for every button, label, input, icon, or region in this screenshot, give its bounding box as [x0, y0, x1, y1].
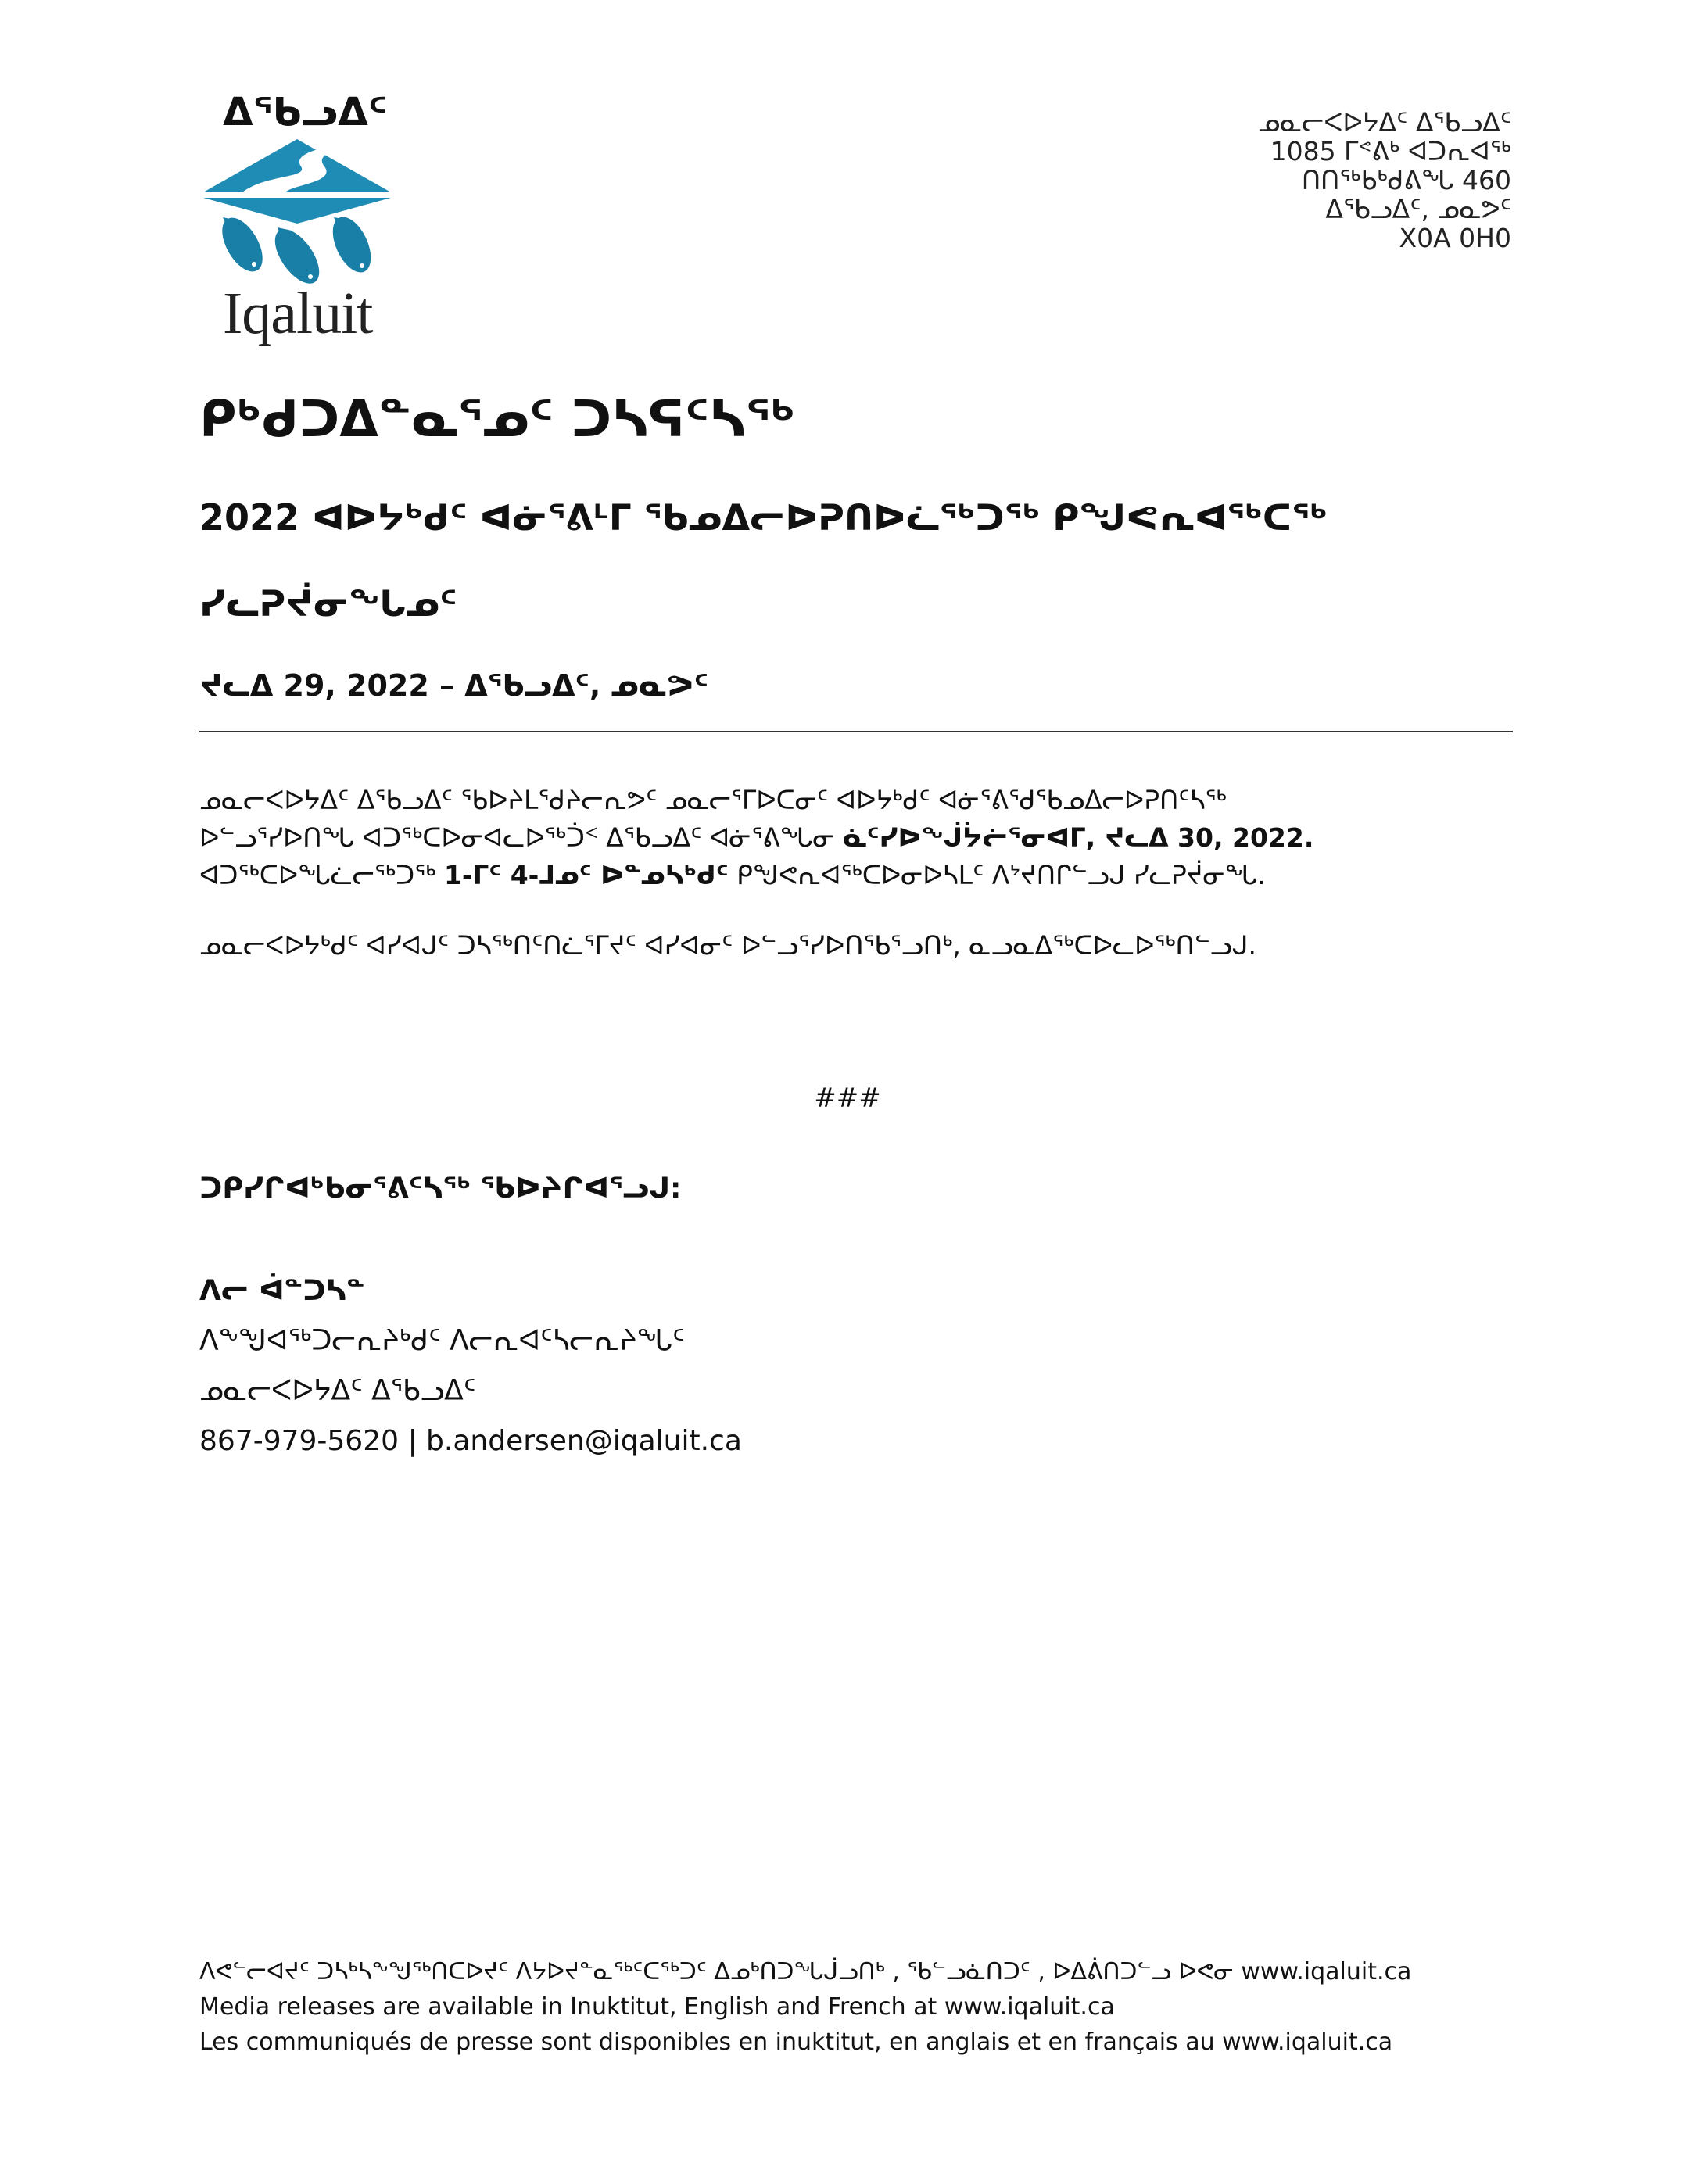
- body-line: ᓄᓇᓕᐸᐅᔭᐃᑦ ᐃᖃᓗᐃᑦ ᖃᐅᔨᒪᖁᔨᓕᕆᕗᑦ ᓄᓇᓕᕐᒥᐅᑕᓂᑦ ᐊᐅᔭᒃᑯᑦ ᐊᓃᕐᕕᖁᖃᓄᐃᓕᐅᕈᑎᑦᓴᖅ: [199, 785, 1227, 815]
- footer-line-french: Les communiqués de presse sont disponibles en inuktitut, en anglais et en français au www.iqaluit.ca: [199, 2028, 1393, 2056]
- body-paragraph: [199, 782, 1521, 894]
- body-text: ᐅᓪᓗᕐᓯᐅᑎᖓ ᐊᑐᖅᑕᐅᓂᐊᓚᐅᖅᑑᑉ ᐃᖃᓗᐃᑦ ᐊᓃᕐᕕᖓᓂ: [199, 822, 843, 853]
- document-title: ᑭᒃᑯᑐᐃᓐᓇᕐᓄᑦ ᑐᓴᕋᑦᓴᖅ: [199, 391, 795, 449]
- city-logo: [199, 86, 395, 344]
- address-line: 1085 ᒥᕝᕕᒃ ᐊᑐᕆᐊᖅ: [1270, 136, 1511, 166]
- logo-syllabics: ᐃᖃᓗᐃᑦ: [223, 89, 387, 134]
- body-text: ᐊᑐᖅᑕᐅᖓᓛᓕᖅᑐᖅ: [199, 860, 444, 890]
- body-text: ᑭᖑᕙᕆᐊᖅᑕᐅᓂᐅᓴᒪᑦ ᐱᔾᔪᑎᒋᓪᓗᒍ ᓯᓚᕈᔫᓂᖓ.: [728, 860, 1266, 890]
- mountain-fish-icon: [199, 139, 395, 295]
- address-line: ᐃᖃᓗᐃᑦ, ᓄᓇᕗᑦ: [1325, 194, 1511, 224]
- release-headline: 2022 ᐊᐅᔭᒃᑯᑦ ᐊᓃᕐᕕᒻᒥ ᖃᓄᐃᓕᐅᕈᑎᐅᓛᖅᑐᖅ ᑭᖑᕙᕆᐊᖅᑕᖅ: [199, 496, 1328, 539]
- body-paragraph: [199, 927, 1521, 965]
- release-body: [199, 782, 1521, 997]
- release-headline-continued: ᓯᓚᕈᔫᓂᖓᓄᑦ: [199, 582, 457, 625]
- divider: [199, 731, 1513, 732]
- footer-line-inuktitut: ᐱᕙᓪᓕᐊᔪᑦ ᑐᓴᒃᓴᖕᖑᖅᑎᑕᐅᔪᑦ ᐱᔭᐅᔪᓐᓇᖅᑦᑕᖅᑐᑦ ᐃᓄᒃᑎᑐᖓᒎᓗᑎᒃ , ᖃᓪᓗᓈᑎᑐᑦ , ᐅᐃᕖᑎᑐᓪᓗ ᐅᕙᓂ www.iqaluit.ca: [199, 1958, 1412, 1985]
- body-line: [199, 857, 1521, 894]
- contact-name: ᐱᓕ ᐋᓐᑐᓴᓐ: [199, 1275, 365, 1307]
- address-line: X0A 0H0: [1399, 223, 1511, 253]
- end-separator: ###: [814, 1083, 881, 1114]
- body-text-bold: ᓈᑦᓯᐅᖕᒎᔮᓖᕐᓂᐊᒥ, ᔪᓚᐃ 30, 2022.: [842, 822, 1314, 853]
- address-line: ᑎᑎᖅᑲᒃᑯᕕᖓ 460: [1301, 165, 1511, 195]
- address-line: ᓄᓇᓕᐸᐅᔭᐃᑦ ᐃᖃᓗᐃᑦ: [1258, 107, 1511, 138]
- body-line: ᓄᓇᓕᐸᐅᔭᒃᑯᑦ ᐊᓯᐊᒍᑦ ᑐᓴᖅᑎᑦᑎᓛᕐᒥᔪᑦ ᐊᓯᐊᓂᑦ ᐅᓪᓗᕐᓯᐅᑎᖃᕐᓗᑎᒃ, ᓇᓗᓇᐃᖅᑕᐅᓚᐅᖅᑎᓪᓗᒍ.: [199, 930, 1256, 961]
- footer-line-english: Media releases are available in Inuktitut, English and French at www.iqaluit.ca: [199, 1993, 1115, 2021]
- dateline: ᔪᓚᐃ 29, 2022 – ᐃᖃᓗᐃᑦ, ᓄᓇᕗᑦ: [199, 668, 708, 703]
- contact-phone-email[interactable]: 867-979-5620 | b.andersen@iqaluit.ca: [199, 1425, 742, 1457]
- mailing-address: [1258, 108, 1511, 252]
- contact-block: [199, 1266, 742, 1466]
- contact-role: ᐱᖕᖑᐊᖅᑐᓕᕆᔨᒃᑯᑦ ᐱᓕᕆᐊᑦᓴᓕᕆᔨᖓᑦ: [199, 1325, 685, 1357]
- body-text-bold: 1-ᒥᑦ 4-ᒧᓄᑦ ᐅᓐᓄᓴᒃᑯᑦ: [443, 860, 729, 890]
- footer: [199, 1954, 1411, 2060]
- contact-organization: ᓄᓇᓕᐸᐅᔭᐃᑦ ᐃᖃᓗᐃᑦ: [199, 1375, 476, 1407]
- logo-wordmark: Iqaluit: [223, 281, 373, 346]
- contact-heading: ᑐᑭᓯᒋᐊᒃᑲᓂᕐᕕᑦᓴᖅ ᖃᐅᔨᒋᐊᕐᓗᒍ:: [199, 1173, 682, 1205]
- body-line: [199, 819, 1521, 857]
